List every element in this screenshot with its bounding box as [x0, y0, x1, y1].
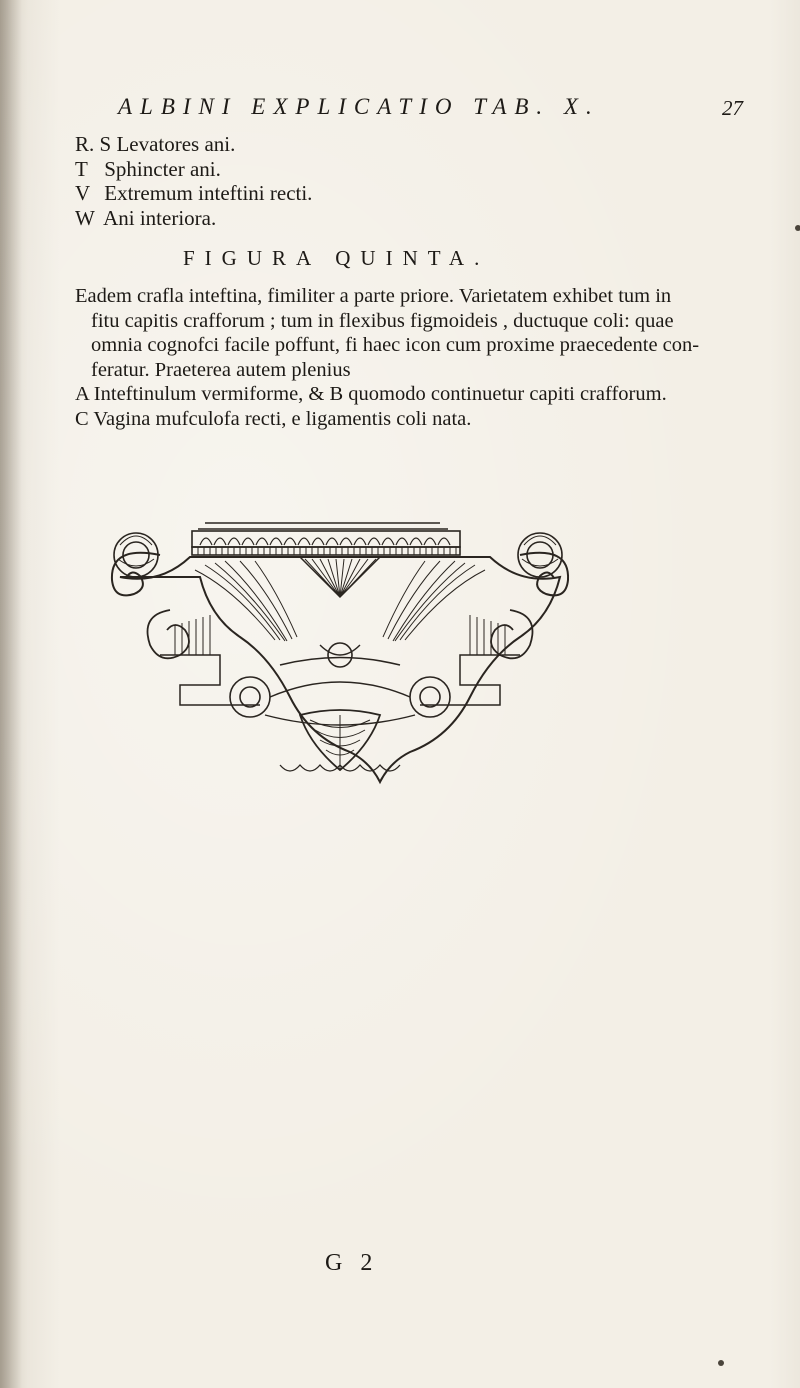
body-line: fitu capitis crafforum ; tum in flexibus figmoideis , ductuque coli: quae: [91, 309, 674, 332]
ink-speck: [718, 1360, 724, 1366]
legend-text: Extremum inteftini recti.: [104, 181, 313, 205]
legend-item: [75, 181, 675, 206]
ornament-icon: [100, 515, 580, 785]
signature-mark: G 2: [325, 1250, 379, 1276]
legend-item: [75, 157, 675, 182]
legend-item: [75, 206, 675, 231]
legend-key: W: [75, 205, 95, 230]
page-number: 27: [722, 96, 743, 120]
legend-text: Levatores ani.: [116, 132, 236, 156]
legend-key: V: [75, 181, 91, 205]
legend-list: [75, 132, 675, 230]
section-heading: FIGURA QUINTA.: [183, 246, 490, 270]
running-head: ALBINI EXPLICATIO TAB. X.: [118, 94, 600, 119]
body-line: feratur. Praeterea autem plenius: [91, 358, 351, 381]
body-text: [75, 284, 735, 431]
ink-speck: [795, 225, 800, 231]
legend-text: Sphincter ani.: [104, 156, 221, 181]
gutter-shadow: [0, 0, 22, 1388]
body-line: A Inteftinulum vermiforme, & B quomodo continuetur capiti crafforum.: [75, 383, 667, 405]
body-line: Eadem crafla inteftina, fimiliter a parte priore. Varietatem exhibet tum in: [75, 285, 672, 307]
body-line: C Vagina mufculofa recti, e ligamentis coli nata.: [75, 407, 472, 430]
legend-key: R. S: [75, 132, 112, 156]
legend-text: Ani interiora.: [103, 205, 217, 230]
legend-item: [75, 132, 675, 157]
body-line: omnia cognofci facile poffunt, fi haec icon cum proxime praecedente con-: [91, 334, 700, 356]
legend-key: T: [75, 156, 88, 181]
